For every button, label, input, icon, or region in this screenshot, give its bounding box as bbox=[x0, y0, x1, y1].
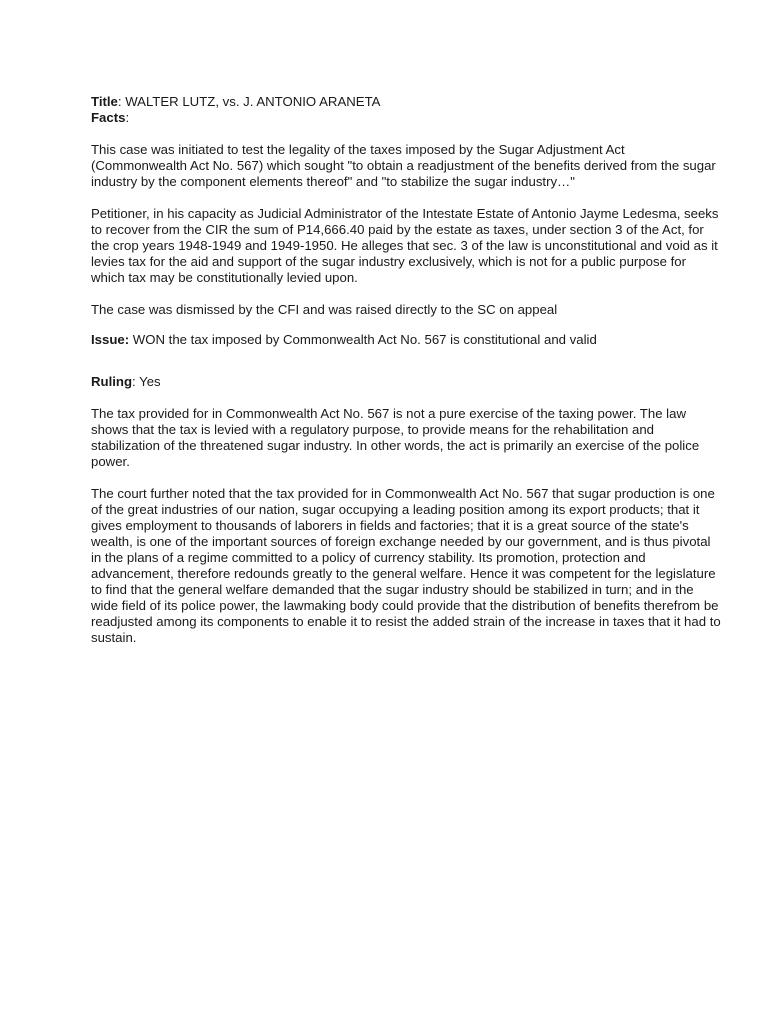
facts-paragraph-3: The case was dismissed by the CFI and was raised directly to the SC on appeal bbox=[91, 302, 558, 317]
ruling-paragraph-2: The court further noted that the tax provided for in Commonwealth Act No. 567 that sugar production is one of the great industries of our nation, sugar occupying a leading position among its export products; that it gives employment to thousands of laborers in fields and factories; that it is a great source of the state's wealth, is one of the important sources of foreign exchange needed by our government, and is thus pivotal in the plans of a regime committed to a policy of currency stability. Its promotion, protection and advancement, therefore redounds greatly to the general welfare. Hence it was competent for the legislature to find that the general welfare demanded that the sugar industry should be stabilized in turn; and in the wide field of its police power, the lawmaking body could provide that the distribution of benefits therefrom be readjusted among its components to enable it to resist the added strain of the increase in taxes that it had to sustain. bbox=[91, 486, 721, 645]
ruling-separator: : bbox=[132, 374, 140, 389]
facts-paragraph-1: This case was initiated to test the legality of the taxes imposed by the Sugar Adjustment Act (Commonwealth Act No. 567) which sought "to obtain a readjustment of the benefits derived from the sugar industry by the component elements thereof" and "to stabilize the sugar industry…" bbox=[91, 142, 716, 189]
ruling-value: Yes bbox=[139, 374, 161, 389]
document-page bbox=[91, 94, 721, 646]
ruling-line bbox=[91, 374, 721, 390]
facts-heading bbox=[91, 110, 721, 126]
title-label: Title bbox=[91, 94, 118, 109]
ruling-paragraph-1: The tax provided for in Commonwealth Act No. 567 is not a pure exercise of the taxing power. The law shows that the tax is levied with a regulatory purpose, to provide means for the rehabilitation and stabilization of the threatened sugar industry. In other words, the act is primarily an exercise of the police power. bbox=[91, 406, 700, 469]
facts-paragraph-2: Petitioner, in his capacity as Judicial Administrator of the Intestate Estate of Antonio Jayme Ledesma, seeks to recover from the CIR the sum of P14,666.40 paid by the estate as taxes, under section 3 of the Act, for the crop years 1948-1949 and 1949-1950. He alleges that sec. 3 of the law is unconstitutional and void as it levies tax for the aid and support of the sugar industry exclusively, which is not for a public purpose for which tax may be constitutionally levied upon. bbox=[91, 206, 719, 285]
facts-separator: : bbox=[125, 110, 130, 125]
ruling-label: Ruling bbox=[91, 374, 133, 389]
case-title-line bbox=[91, 94, 721, 110]
issue-label: Issue: bbox=[91, 332, 130, 347]
issue-text: WON the tax imposed by Commonwealth Act No. 567 is constitutional and valid bbox=[129, 332, 597, 347]
title-separator: : bbox=[117, 94, 126, 109]
case-title: WALTER LUTZ, vs. J. ANTONIO ARANETA bbox=[125, 94, 381, 109]
issue-line bbox=[91, 332, 721, 348]
facts-label: Facts bbox=[91, 110, 126, 125]
